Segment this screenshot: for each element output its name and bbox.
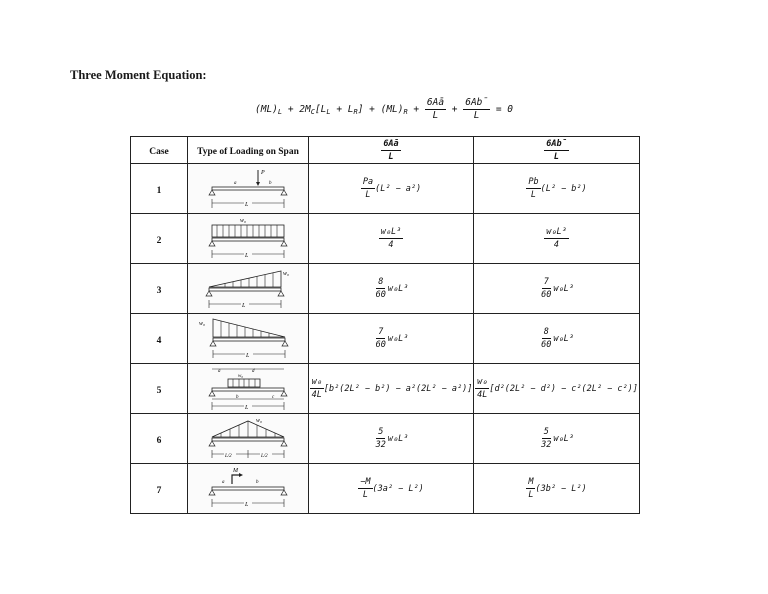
equation-fraction-left: $\frac{6Aā}{L}$ [426, 97, 445, 121]
header-loading: Type of Loading on Span [188, 137, 309, 164]
table-row [131, 364, 640, 414]
applied-moment-icon [206, 466, 290, 512]
svg-text:L: L [245, 501, 249, 508]
loading-figure-partial-uniform [188, 364, 309, 414]
svg-text:w₀: w₀ [238, 373, 244, 379]
svg-text:a: a [222, 479, 225, 485]
svg-text:L: L [245, 252, 249, 259]
left-term: $\frac{Pa}{L}$ (L² − a²) [309, 164, 474, 214]
svg-text:a: a [218, 368, 221, 374]
three-moment-equation: $(ML)_L + 2M_C[L_L + L_R] + (ML)_R$ + $\frac{6Aā}{L}$ + $\frac{6Ab̄}{L}$ = 0 [255, 97, 513, 121]
right-term: $\frac{7}{60}$ w₀L³ [474, 264, 640, 314]
right-term: $\frac{\text{w₀L³}}{4}$ [474, 214, 640, 264]
loading-figure-point-load [188, 164, 309, 214]
uniform-load-icon [206, 216, 290, 262]
svg-text:w₀: w₀ [256, 417, 263, 424]
svg-text:L: L [245, 404, 249, 411]
left-term: $\frac{-M}{L}$ (3a² − L²) [309, 464, 474, 514]
table-row [131, 414, 640, 464]
point-load-icon [206, 166, 290, 212]
moment-cases-table [130, 136, 640, 514]
svg-text:d: d [252, 368, 255, 374]
loading-figure-uniform-load [188, 214, 309, 264]
svg-text:L: L [246, 352, 250, 359]
case-number: 2 [131, 214, 188, 264]
symmetric-triangular-load-icon [206, 416, 290, 462]
svg-text:L/2: L/2 [225, 453, 232, 459]
svg-text:L: L [242, 302, 246, 309]
case-number: 5 [131, 364, 188, 414]
left-term: $\frac{\text{w₀L³}}{4}$ [309, 214, 474, 264]
table-row [131, 214, 640, 264]
svg-text:L/2: L/2 [261, 453, 268, 459]
left-term: $\frac{7}{60}$ w₀L³ [309, 314, 474, 364]
triangular-load-icon [199, 316, 297, 362]
table-row [131, 464, 640, 514]
case-number: 7 [131, 464, 188, 514]
table-row [131, 164, 640, 214]
svg-text:a: a [234, 180, 237, 186]
svg-text:c: c [272, 394, 275, 400]
svg-text:w₀: w₀ [240, 217, 247, 224]
right-term: $\frac{M}{L}$ (3b² − L²) [474, 464, 640, 514]
page-heading: Three Moment Equation: [70, 68, 207, 82]
svg-text:M: M [233, 467, 238, 474]
svg-text:b: b [269, 180, 272, 186]
table-row [131, 314, 640, 364]
right-term: $\frac{8}{60}$ w₀L³ [474, 314, 640, 364]
svg-text:w₀: w₀ [199, 320, 206, 327]
right-term: $\frac{\text{w₀}}{4L}$ [d²(2L² − d²) − c²(2L² − c²)] [474, 364, 640, 414]
svg-text:L: L [245, 201, 249, 208]
case-number: 6 [131, 414, 188, 464]
svg-text:b: b [256, 479, 259, 485]
equation-fraction-right: $\frac{6Ab̄}{L}$ [465, 97, 489, 121]
table-header-row [131, 137, 640, 164]
case-number: 3 [131, 264, 188, 314]
table-row [131, 264, 640, 314]
loading-figure-triangular-left [188, 314, 309, 364]
right-term: $\frac{5}{32}$ w₀L³ [474, 414, 640, 464]
loading-figure-symmetric-triangle [188, 414, 309, 464]
partial-uniform-load-icon [206, 366, 290, 412]
case-number: 4 [131, 314, 188, 364]
left-term: $\frac{5}{32}$ w₀L³ [309, 414, 474, 464]
svg-text:b: b [236, 394, 239, 400]
header-case: Case [131, 137, 188, 164]
left-term: $\frac{8}{60}$ w₀L³ [309, 264, 474, 314]
header-left-term: $\frac{6Aā}{L}$ [309, 137, 474, 164]
case-number: 1 [131, 164, 188, 214]
left-term: $\frac{\text{w₀}}{4L}$ [b²(2L² − b²) − a²(2L² − a²)] [309, 364, 474, 414]
triangular-load-icon [203, 266, 293, 312]
right-term: $\frac{Pb}{L}$ (L² − b²) [474, 164, 640, 214]
loading-figure-applied-moment [188, 464, 309, 514]
svg-text:P: P [261, 169, 265, 176]
header-right-term: $\frac{6Ab̄}{L}$ [474, 137, 640, 164]
svg-text:w₀: w₀ [283, 270, 290, 277]
loading-figure-triangular-right [188, 264, 309, 314]
